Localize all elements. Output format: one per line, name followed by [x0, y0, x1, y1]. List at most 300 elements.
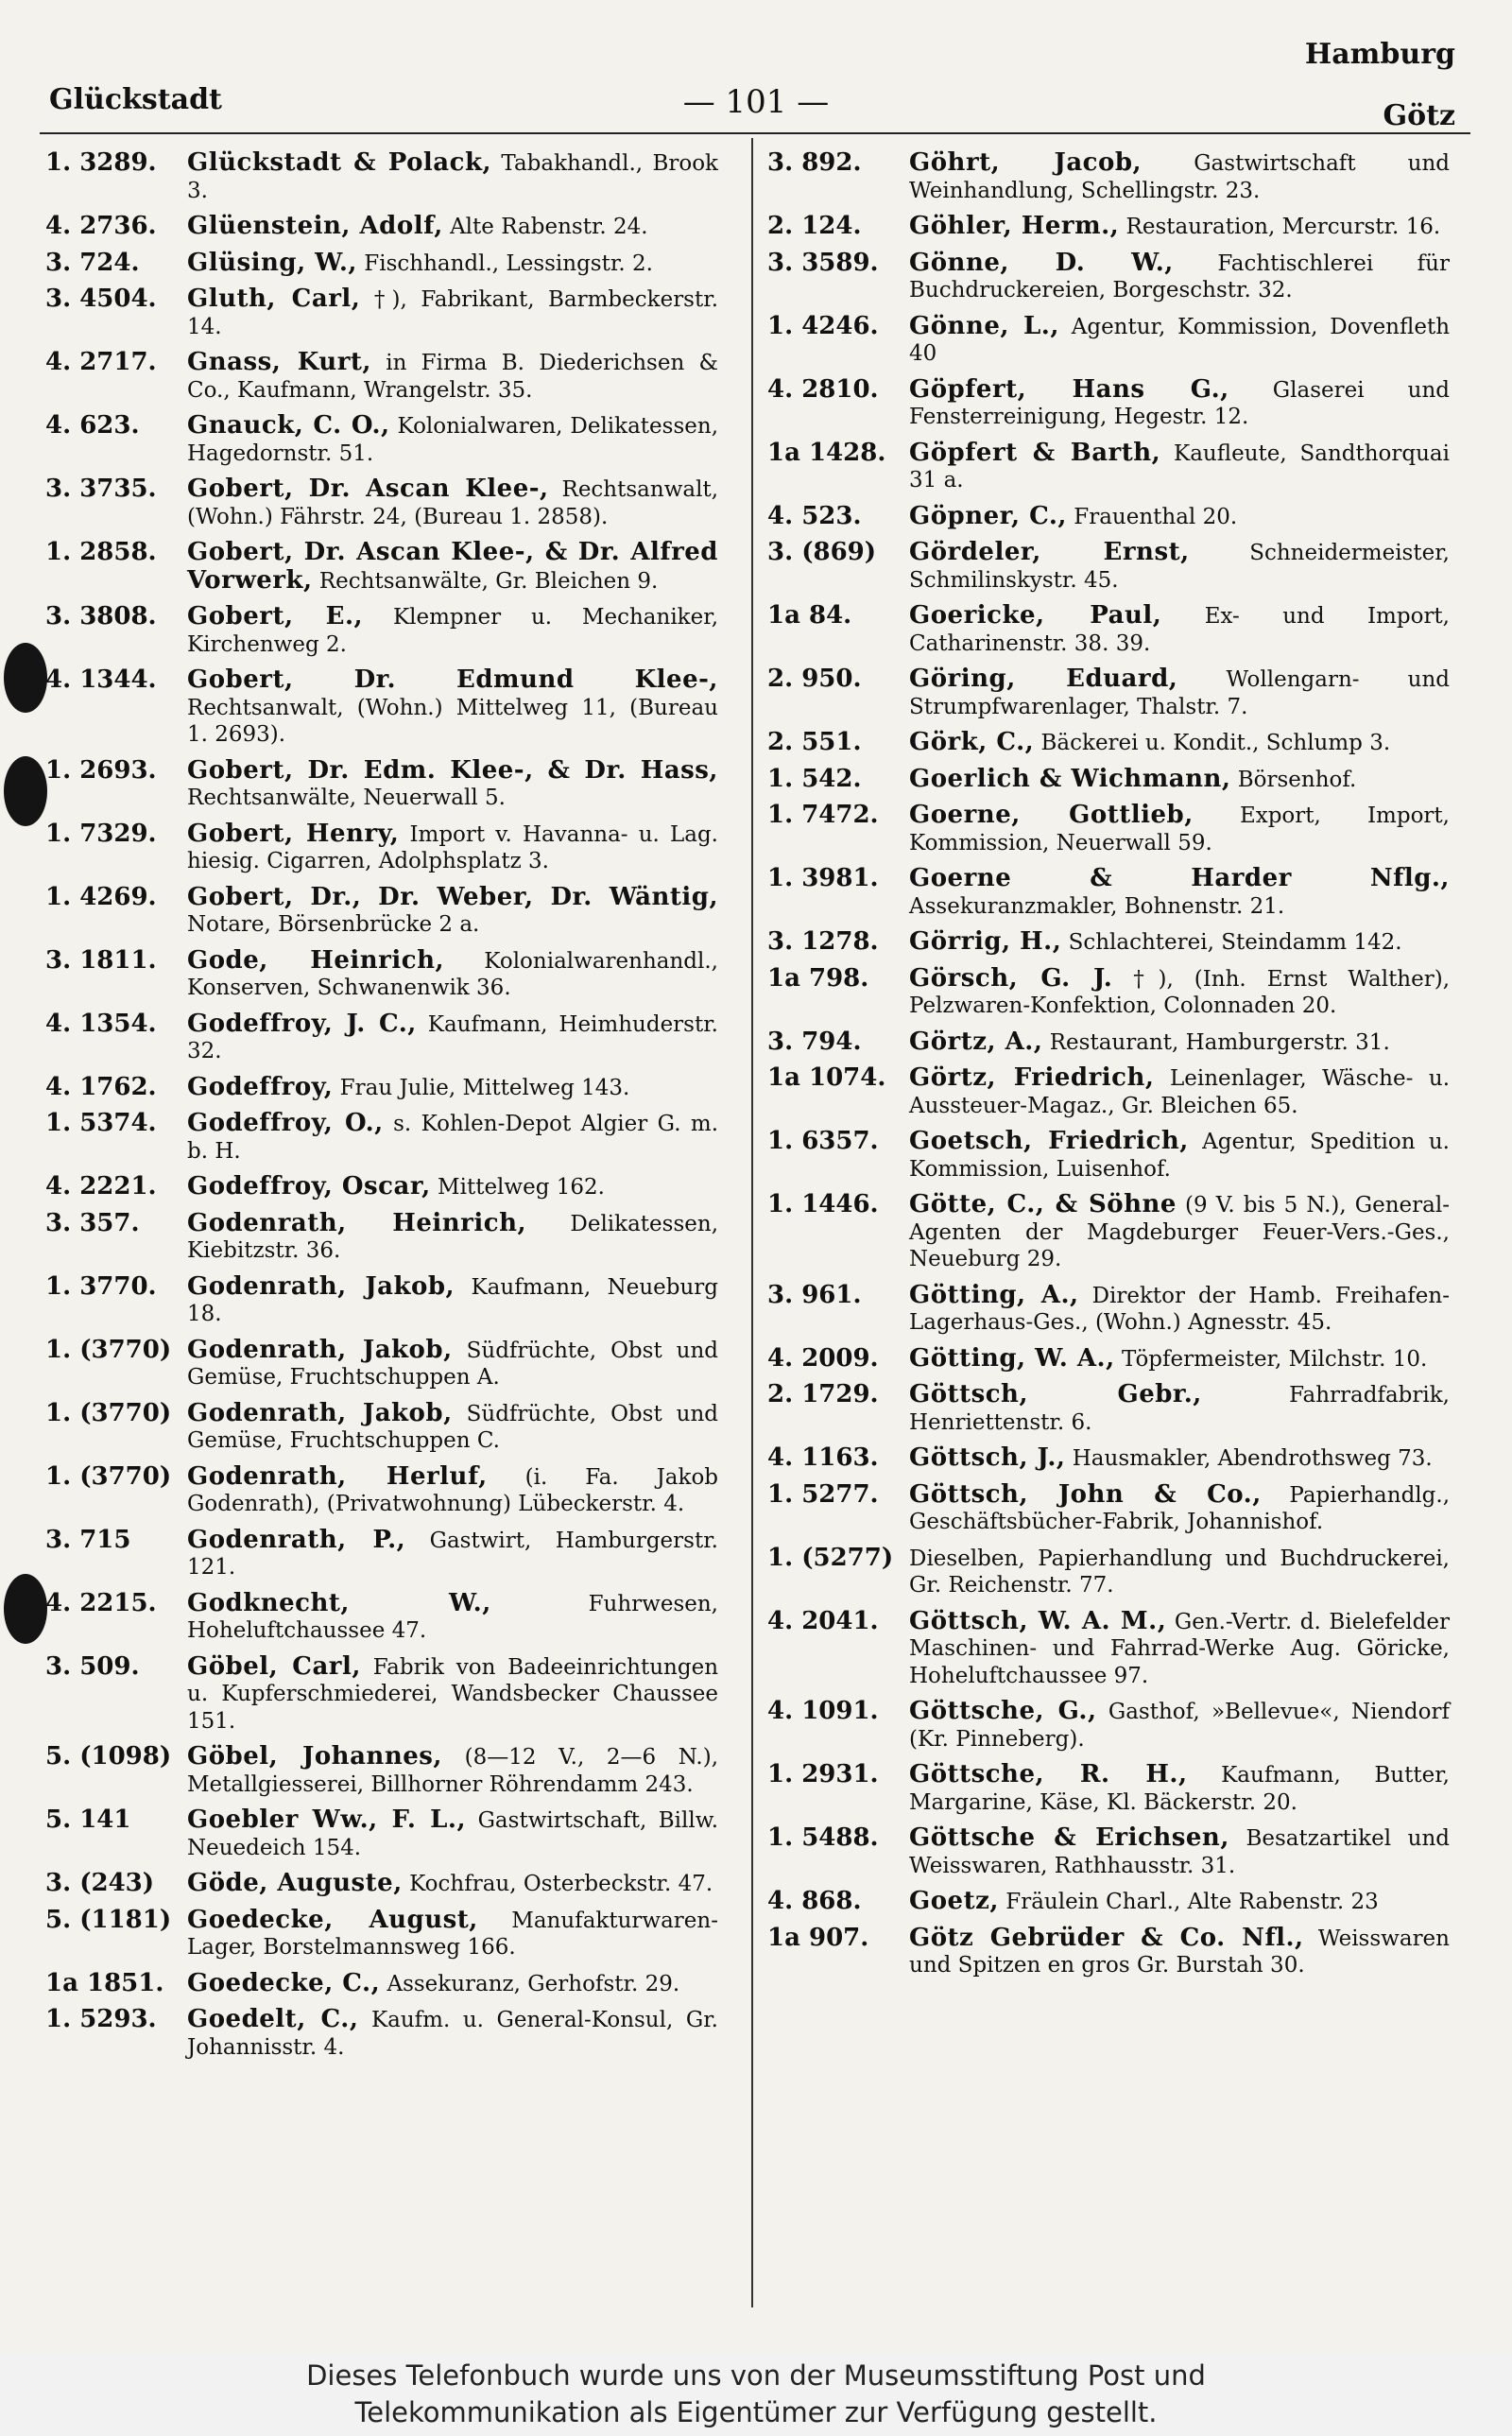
- phone-number: 1. (3770): [45, 1335, 172, 1364]
- directory-entry: [767, 1925, 1455, 1979]
- subscriber-name: Gobert, Dr. Edm. Klee-, & Dr. Hass,: [187, 755, 718, 785]
- directory-entry: [45, 1590, 724, 1645]
- directory-entry: [767, 1381, 1455, 1436]
- subscriber-details: Frauenthal 20.: [1074, 504, 1238, 529]
- entry-text: [909, 440, 1455, 494]
- subscriber-name: Göpfert & Barth,: [909, 438, 1161, 467]
- subscriber-name: Göring, Eduard,: [909, 665, 1178, 693]
- directory-entry: [767, 602, 1455, 657]
- directory-entry: [45, 1806, 724, 1861]
- subscriber-name: Göbel, Carl,: [187, 1651, 361, 1681]
- subscriber-name: Gode, Heinrich,: [187, 945, 445, 975]
- phone-number: 4. 1762.: [45, 1072, 157, 1101]
- subscriber-details: Fabrik von Badeeinrichtungen u. Kupferschmiederei, Wandsbecker Chaussee 151.: [187, 1654, 719, 1734]
- phone-number: 1. 542.: [767, 764, 862, 793]
- subscriber-name: Göttsch, John & Co.,: [909, 1479, 1262, 1509]
- directory-entry: [45, 1870, 724, 1898]
- subscriber-name: Glückstadt & Polack,: [187, 148, 492, 177]
- directory-entry: [45, 1527, 724, 1581]
- entry-text: [187, 821, 724, 875]
- phone-number: 2. 950.: [767, 665, 862, 693]
- footer-line: Telekommunikation als Eigentümer zur Verfügung gestellt.: [354, 2396, 1158, 2428]
- entry-text: [909, 1064, 1455, 1119]
- entry-text: [909, 665, 1455, 720]
- subscriber-name: Goericke, Paul,: [909, 601, 1162, 630]
- directory-entry: [767, 440, 1455, 494]
- subscriber-name: Götting, W. A.,: [909, 1343, 1115, 1373]
- phone-number: 1. 2693.: [45, 755, 157, 785]
- entry-text: [909, 1824, 1455, 1879]
- phone-number: 4. 868.: [767, 1887, 862, 1915]
- subscriber-details: Hausmakler, Abendrothsweg 73.: [1072, 1446, 1433, 1471]
- subscriber-details: Schneidermeister, Schmilinskystr. 45.: [909, 541, 1450, 593]
- subscriber-name: Gobert, Dr. Ascan Klee-, & Dr. Alfred Vorwerk,: [187, 538, 718, 595]
- phone-number: 1a 1851.: [45, 1968, 164, 1997]
- directory-entry: [767, 766, 1455, 794]
- subscriber-details: Kochfrau, Osterbeckstr. 47.: [409, 1872, 713, 1896]
- subscriber-details: in Firma B. Diederichsen & Co., Kaufmann, Wrangelstr. 35.: [187, 351, 718, 403]
- entry-text: [909, 1381, 1455, 1436]
- directory-entry: [45, 1074, 724, 1102]
- phone-number: 4. 1091.: [767, 1697, 879, 1725]
- entry-text: [909, 766, 1455, 794]
- phone-number: 1. (3770): [45, 1461, 172, 1491]
- subscriber-details: Mittelweg 162.: [438, 1175, 605, 1200]
- entry-text: [909, 865, 1455, 920]
- phone-number: 3. 715: [45, 1525, 131, 1554]
- subscriber-details: Rechtsanwälte, Gr. Bleichen 9.: [318, 568, 659, 594]
- directory-entry: [45, 2006, 724, 2061]
- subscriber-details: Schlachterei, Steindamm 142.: [1068, 930, 1402, 955]
- directory-entry: [45, 1400, 724, 1455]
- subscriber-details: Fachtischlerei für Buchdruckereien, Borgeschstr. 32.: [909, 251, 1450, 302]
- entry-text: [909, 1925, 1455, 1979]
- subscriber-details: †), (Inh. Ernst Walther), Pelzwaren-Konfektion, Colonnaden 20.: [909, 966, 1451, 1018]
- subscriber-name: Göhler, Herm.,: [909, 212, 1120, 240]
- header-right-range: Götz: [1383, 99, 1455, 132]
- subscriber-name: Görtz, Friedrich,: [909, 1063, 1155, 1092]
- phone-number: 1. 4269.: [45, 882, 157, 911]
- subscriber-name: Gobert, E.,: [187, 602, 364, 631]
- subscriber-details: Alte Rabenstr. 24.: [450, 215, 648, 239]
- phone-number: 3. 357.: [45, 1208, 140, 1237]
- subscriber-details: Wollengarn- und Strumpfwarenlager, Thalstr. 7.: [909, 667, 1451, 719]
- phone-number: 4. 2041.: [767, 1606, 879, 1635]
- subscriber-name: Göhrt, Jacob,: [909, 148, 1143, 177]
- subscriber-name: Goedelt, C.,: [187, 2005, 359, 2033]
- subscriber-name: Götting, A.,: [909, 1280, 1079, 1309]
- subscriber-name: Godenrath, Jakob,: [187, 1335, 453, 1364]
- directory-entry: [767, 1481, 1455, 1536]
- subscriber-details: Besatzartikel und Weisswaren, Rathhausstr. 31.: [909, 1826, 1451, 1878]
- subscriber-name: Gobert, Dr. Ascan Klee-,: [187, 475, 549, 503]
- entry-text: [187, 1173, 724, 1201]
- subscriber-details: (9 V. bis 5 N.), General-Agenten der Magdeburger Feuer-Vers.-Ges., Neueburg 29.: [909, 1193, 1450, 1271]
- phone-number: 2. 1729.: [767, 1380, 879, 1408]
- phone-number: 3. 3735.: [45, 475, 157, 503]
- entry-text: [187, 250, 724, 278]
- phone-number: 4. 2736.: [45, 212, 157, 240]
- subscriber-details: Rechtsanwalt, (Wohn.) Fährstr. 24, (Bureau 1. 2858).: [187, 477, 719, 529]
- subscriber-details: Börsenhof.: [1237, 767, 1357, 792]
- subscriber-name: Godeffroy, O.,: [187, 1109, 384, 1137]
- subscriber-details: Import v. Havanna- u. Lag. hiesig. Cigarren, Adolphsplatz 3.: [187, 821, 718, 873]
- left-column: [45, 149, 724, 2069]
- entry-text: [909, 313, 1455, 368]
- phone-number: 3. 3589.: [767, 248, 879, 277]
- phone-number: 4. 2009.: [767, 1343, 879, 1373]
- entry-text: [909, 1345, 1455, 1373]
- subscriber-details: Assekuranz, Gerhofstr. 29.: [387, 1971, 680, 1996]
- entry-text: [909, 1128, 1455, 1183]
- directory-entry: [767, 503, 1455, 531]
- subscriber-details: Restaurant, Hamburgerstr. 31.: [1049, 1029, 1390, 1055]
- directory-entry: [767, 1545, 1455, 1599]
- directory-entry: [45, 1970, 724, 1998]
- subscriber-name: Göttsche, R. H.,: [909, 1760, 1188, 1788]
- directory-entry: [767, 928, 1455, 957]
- subscriber-details: Gen.-Vertr. d. Bielefelder Maschinen- und Fahrrad-Werke Aug. Göricke, Hoheluftchaussee 97.: [909, 1609, 1450, 1688]
- entry-text: [909, 729, 1455, 757]
- subscriber-details: Glaserei und Fensterreinigung, Hegestr. 12.: [909, 377, 1451, 429]
- subscriber-name: Gönne, L.,: [909, 311, 1059, 340]
- phone-number: 1. 3289.: [45, 148, 157, 177]
- subscriber-details: Südfrüchte, Obst und Gemüse, Fruchtschuppen C.: [187, 1401, 719, 1453]
- entry-text: [187, 757, 724, 812]
- punch-hole: [4, 1574, 47, 1644]
- directory-entry: [45, 1463, 724, 1518]
- phone-number: 3. (869): [767, 538, 877, 566]
- header-rule: [40, 132, 1470, 134]
- entry-text: [909, 250, 1455, 304]
- subscriber-details: Bäckerei u. Kondit., Schlump 3.: [1040, 731, 1391, 755]
- phone-number: 1. 2858.: [45, 538, 157, 566]
- phone-number: 1a 1074.: [767, 1063, 886, 1092]
- subscriber-details: Restauration, Mercurstr. 16.: [1125, 215, 1441, 239]
- phone-number: 3. 3808.: [45, 602, 157, 631]
- subscriber-name: Götte, C., & Söhne: [909, 1190, 1177, 1218]
- phone-number: 3. 961.: [767, 1280, 862, 1309]
- phone-number: 1a 1428.: [767, 438, 886, 467]
- subscriber-details: Kolonialwaren, Delikatessen, Hagedornstr. 51.: [187, 414, 719, 466]
- subscriber-name: Göttsch, J.,: [909, 1443, 1066, 1472]
- subscriber-name: Goedecke, August,: [187, 1905, 478, 1934]
- entry-text: [909, 1545, 1455, 1599]
- punch-hole: [4, 756, 47, 826]
- subscriber-name: Göpfert, Hans G.,: [909, 374, 1229, 404]
- phone-number: 4. 623.: [45, 411, 140, 440]
- phone-number: 3. 509.: [45, 1651, 140, 1681]
- entry-text: [187, 1337, 724, 1391]
- entry-text: [909, 1608, 1455, 1690]
- subscriber-name: Godeffroy,: [187, 1072, 334, 1101]
- directory-entry: [767, 1282, 1455, 1337]
- subscriber-name: Göde, Auguste,: [187, 1869, 403, 1897]
- directory-entry: [45, 1653, 724, 1736]
- header-right-city: Hamburg: [1304, 38, 1455, 71]
- directory-entry: [767, 376, 1455, 431]
- subscriber-name: Goetsch, Friedrich,: [909, 1127, 1189, 1155]
- subscriber-details: Leinenlager, Wäsche- u. Aussteuer-Magaz., Gr. Bleichen 65.: [909, 1066, 1450, 1118]
- phone-number: 4. 2215.: [45, 1588, 157, 1617]
- subscriber-name: Göpner, C.,: [909, 501, 1067, 530]
- phone-number: 1. 7472.: [767, 801, 879, 829]
- phone-number: 4. 1354.: [45, 1009, 157, 1038]
- directory-entry: [767, 1128, 1455, 1183]
- subscriber-name: Goetz,: [909, 1887, 999, 1915]
- subscriber-name: Gnass, Kurt,: [187, 348, 371, 376]
- subscriber-details: Direktor der Hamb. Freihafen-Lagerhaus-Ges., (Wohn.) Agnesstr. 45.: [909, 1283, 1451, 1335]
- entry-text: [187, 149, 724, 204]
- entry-text: [187, 1970, 724, 1998]
- subscriber-details: s. Kohlen-Depot Algier G. m. b. H.: [187, 1112, 719, 1164]
- phone-number: 1. 2931.: [767, 1760, 879, 1788]
- phone-number: 1. 5277.: [767, 1479, 879, 1509]
- page-number: — 101 —: [682, 83, 830, 121]
- subscriber-details: Agentur, Kommission, Dovenfleth 40: [909, 314, 1451, 366]
- directory-entry: [767, 1345, 1455, 1373]
- subscriber-name: Goerne & Harder Nflg.,: [909, 864, 1450, 892]
- subscriber-details: Tabakhandl., Brook 3.: [187, 151, 718, 203]
- directory-entry: [767, 250, 1455, 304]
- entry-text: [187, 1011, 724, 1065]
- entry-text: [187, 666, 724, 749]
- phone-number: 1. 4246.: [767, 311, 879, 340]
- entry-text: [187, 947, 724, 1002]
- entry-text: [187, 1527, 724, 1581]
- directory-entry: [767, 665, 1455, 720]
- phone-number: 4. 2221.: [45, 1172, 157, 1201]
- phone-number: 1a 907.: [767, 1923, 869, 1952]
- entry-text: [187, 1907, 724, 1961]
- directory-entry: [45, 349, 724, 404]
- phone-number: 1. 3981.: [767, 864, 879, 892]
- directory-entry: [45, 1337, 724, 1391]
- entry-text: [187, 1273, 724, 1328]
- entry-text: [187, 1743, 724, 1798]
- subscriber-name: Godeffroy, Oscar,: [187, 1172, 431, 1201]
- directory-entry: [45, 1011, 724, 1065]
- entry-text: [909, 965, 1455, 1020]
- directory-entry: [45, 1210, 724, 1265]
- entry-text: [909, 1698, 1455, 1753]
- entry-text: [187, 2006, 724, 2061]
- subscriber-name: Gnauck, C. O.,: [187, 411, 390, 440]
- subscriber-details: Südfrüchte, Obst und Gemüse, Fruchtschuppen A.: [187, 1338, 719, 1390]
- subscriber-details: Frau Julie, Mittelweg 143.: [339, 1075, 630, 1100]
- subscriber-details: Kaufmann, Heimhuderstr. 32.: [187, 1011, 718, 1063]
- entry-text: [187, 349, 724, 404]
- subscriber-name: Görsch, G. J.: [909, 963, 1113, 993]
- directory-entry: [45, 412, 724, 467]
- directory-entry: [767, 313, 1455, 368]
- phone-number: 3. 892.: [767, 148, 862, 177]
- entry-text: [187, 1870, 724, 1898]
- directory-entry: [45, 250, 724, 278]
- phone-number: 3. 724.: [45, 248, 140, 277]
- directory-entry: [767, 1191, 1455, 1273]
- subscriber-details: †), Fabrikant, Barmbeckerstr. 14.: [187, 287, 719, 339]
- entry-text: [909, 1444, 1455, 1473]
- directory-entry: [767, 1444, 1455, 1473]
- subscriber-details: Dieselben, Papierhandlung und Buchdruckerei, Gr. Reichenstr. 77.: [909, 1546, 1450, 1598]
- subscriber-details: Klempner u. Mechaniker, Kirchenweg 2.: [187, 605, 719, 657]
- subscriber-details: Weisswaren und Spitzen en gros Gr. Burstah 30.: [909, 1926, 1450, 1978]
- entry-text: [187, 1590, 724, 1645]
- header-left-city: Glückstadt: [49, 83, 222, 116]
- subscriber-details: Agentur, Spedition u. Kommission, Luisenhof.: [909, 1130, 1450, 1182]
- right-column: [767, 149, 1455, 1988]
- subscriber-name: Glüenstein, Adolf,: [187, 212, 443, 240]
- subscriber-name: Görtz, A.,: [909, 1027, 1043, 1056]
- subscriber-details: Fuhrwesen, Hoheluftchaussee 47.: [187, 1591, 718, 1643]
- directory-entry: [45, 539, 724, 595]
- punch-hole: [4, 643, 47, 713]
- phone-number: 3. 794.: [767, 1027, 862, 1056]
- phone-number: 5. 141: [45, 1805, 131, 1834]
- subscriber-name: Göttsch, Gebr.,: [909, 1380, 1202, 1408]
- subscriber-details: Papierhandlg., Geschäftsbücher-Fabrik, Johannishof.: [909, 1482, 1451, 1534]
- entry-text: [909, 928, 1455, 957]
- entry-text: [187, 884, 724, 939]
- entry-text: [187, 1463, 724, 1518]
- phone-number: 3. 1811.: [45, 945, 157, 975]
- subscriber-details: Gasthof, »Bellevue«, Niendorf (Kr. Pinneberg).: [909, 1700, 1451, 1752]
- directory-entry: [767, 1888, 1455, 1916]
- subscriber-name: Göttsche, G.,: [909, 1697, 1097, 1725]
- entry-text: [187, 603, 724, 658]
- phone-number: 1. 5488.: [767, 1823, 879, 1852]
- subscriber-details: Notare, Börsenbrücke 2 a.: [187, 912, 480, 937]
- entry-text: [909, 1282, 1455, 1337]
- footer-line: Dieses Telefonbuch wurde uns von der Museumsstiftung Post und: [306, 2359, 1206, 2392]
- entry-text: [187, 1400, 724, 1455]
- subscriber-details: Fahrradfabrik, Henriettenstr. 6.: [909, 1383, 1450, 1435]
- subscriber-details: Kaufm. u. General-Konsul, Gr. Johannisstr. 4.: [187, 2008, 718, 2060]
- directory-entry: [45, 1110, 724, 1165]
- subscriber-name: Gobert, Dr., Dr. Weber, Dr. Wäntig,: [187, 882, 718, 911]
- entry-text: [187, 412, 724, 467]
- subscriber-details: Töpfermeister, Milchstr. 10.: [1121, 1346, 1428, 1372]
- phone-number: 1. 3770.: [45, 1271, 157, 1301]
- subscriber-details: Rechtsanwälte, Neuerwall 5.: [187, 786, 506, 810]
- phone-number: 3. 1278.: [767, 927, 879, 956]
- directory-entry: [45, 666, 724, 749]
- subscriber-name: Göttsche & Erichsen,: [909, 1823, 1229, 1852]
- directory-entry: [767, 1824, 1455, 1879]
- directory-entry: [767, 965, 1455, 1020]
- phone-number: 1. (3770): [45, 1398, 172, 1427]
- directory-entry: [45, 149, 724, 204]
- subscriber-details: Delikatessen, Kiebitzstr. 36.: [187, 1211, 718, 1263]
- entry-text: [187, 213, 724, 241]
- phone-number: 5. (1098): [45, 1742, 172, 1771]
- subscriber-name: Godenrath, Jakob,: [187, 1271, 455, 1301]
- subscriber-name: Goerne, Gottlieb,: [909, 801, 1194, 829]
- entry-text: [187, 539, 724, 595]
- subscriber-details: Gastwirt, Hamburgerstr. 121.: [187, 1528, 718, 1580]
- subscriber-name: Goerlich & Wichmann,: [909, 764, 1231, 793]
- entry-text: [187, 475, 724, 530]
- subscriber-name: Göbel, Johannes,: [187, 1742, 442, 1771]
- subscriber-name: Godenrath, Herluf,: [187, 1461, 488, 1491]
- directory-entry: [767, 213, 1455, 241]
- phone-number: 2. 124.: [767, 212, 862, 240]
- phone-number: 1. 1446.: [767, 1190, 879, 1218]
- phone-number: 1. 5293.: [45, 2005, 157, 2033]
- directory-entry: [767, 1761, 1455, 1816]
- subscriber-details: (i. Fa. Jakob Godenrath), (Privatwohnung) Lübeckerstr. 4.: [187, 1464, 719, 1516]
- subscriber-name: Gobert, Henry,: [187, 819, 400, 848]
- phone-number: 1a 798.: [767, 963, 869, 993]
- entry-text: [187, 1210, 724, 1265]
- phone-number: 2. 551.: [767, 728, 862, 756]
- subscriber-details: Ex- und Import, Catharinenstr. 38. 39.: [909, 604, 1450, 656]
- subscriber-details: Manufakturwaren-Lager, Borstelmannsweg 166.: [187, 1908, 718, 1960]
- entry-text: [909, 539, 1455, 594]
- directory-entry: [767, 1698, 1455, 1753]
- subscriber-name: Goedecke, C.,: [187, 1968, 381, 1997]
- phone-number: 1. 7329.: [45, 819, 157, 848]
- phone-number: 1a 84.: [767, 601, 852, 630]
- phone-number: 3. (243): [45, 1869, 155, 1897]
- entry-text: [187, 1074, 724, 1102]
- subscriber-details: Kaufmann, Butter, Margarine, Käse, Kl. Bäckerstr. 20.: [909, 1763, 1450, 1815]
- subscriber-name: Godenrath, Heinrich,: [187, 1208, 527, 1237]
- subscriber-details: Kaufleute, Sandthorquai 31 a.: [909, 441, 1450, 492]
- entry-text: [909, 1761, 1455, 1816]
- directory-entry: [767, 1064, 1455, 1119]
- subscriber-name: Gördeler, Ernst,: [909, 538, 1190, 566]
- directory-entry: [767, 539, 1455, 594]
- directory-entry: [45, 1743, 724, 1798]
- entry-text: [909, 1888, 1455, 1916]
- subscriber-name: Gönne, D. W.,: [909, 248, 1174, 277]
- phone-number: 4. 2810.: [767, 374, 879, 404]
- directory-entry: [45, 821, 724, 875]
- directory-entry: [45, 1273, 724, 1328]
- phone-number: 5. (1181): [45, 1905, 172, 1934]
- entry-text: [909, 1191, 1455, 1273]
- entry-text: [909, 149, 1455, 204]
- footer-notice: [0, 2354, 1512, 2436]
- directory-entry: [767, 149, 1455, 204]
- subscriber-name: Göttsch, W. A. M.,: [909, 1606, 1167, 1635]
- subscriber-name: Gobert, Dr. Edmund Klee-,: [187, 665, 718, 694]
- directory-entry: [767, 1028, 1455, 1057]
- subscriber-name: Goebler Ww., F. L.,: [187, 1805, 467, 1834]
- phone-number: 3. 4504.: [45, 285, 157, 313]
- directory-entry: [45, 757, 724, 812]
- directory-entry: [767, 1608, 1455, 1690]
- subscriber-name: Godknecht, W.,: [187, 1588, 491, 1617]
- subscriber-details: Fischhandl., Lessingstr. 2.: [364, 251, 653, 276]
- subscriber-name: Görrig, H.,: [909, 927, 1062, 956]
- directory-entry: [45, 1173, 724, 1201]
- entry-text: [187, 1110, 724, 1165]
- phone-number: 4. 1344.: [45, 665, 157, 694]
- subscriber-name: Godeffroy, J. C.,: [187, 1009, 417, 1038]
- directory-entry: [767, 865, 1455, 920]
- directory-entry: [45, 213, 724, 241]
- subscriber-name: Glüsing, W.,: [187, 248, 357, 277]
- entry-text: [187, 1653, 724, 1736]
- directory-entry: [767, 729, 1455, 757]
- directory-entry: [45, 475, 724, 530]
- subscriber-details: Gastwirtschaft, Billw. Neuedeich 154.: [187, 1808, 719, 1860]
- directory-entry: [45, 603, 724, 658]
- subscriber-details: Export, Import, Kommission, Neuerwall 59.: [909, 803, 1450, 855]
